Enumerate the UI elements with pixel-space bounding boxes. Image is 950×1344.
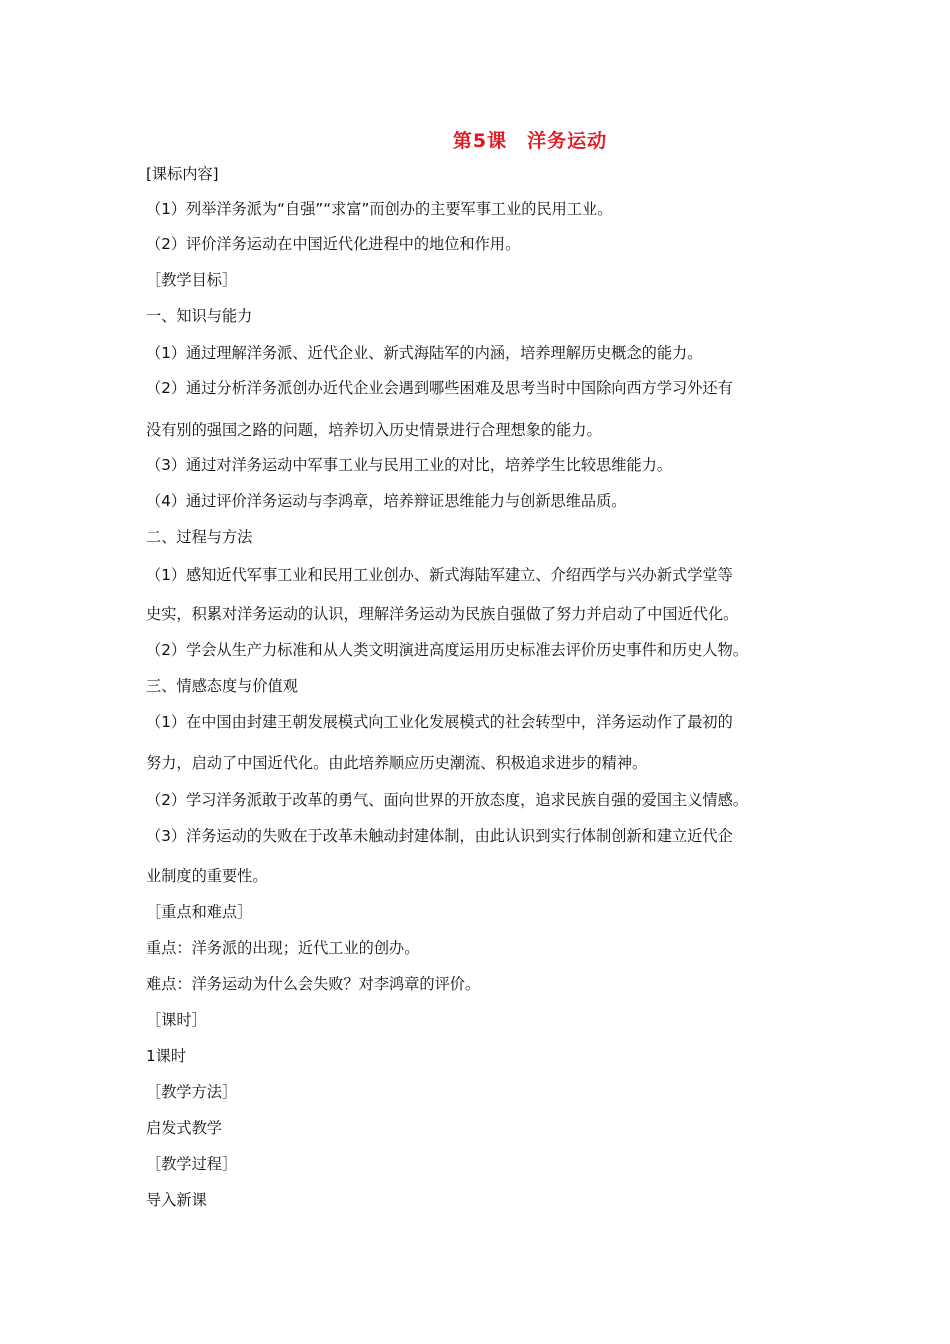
paragraph-line: （2）学习洋务派敢于改革的勇气、面向世界的开放态度，追求民族自强的爱国主义情感。: [146, 791, 748, 809]
class-hours-value: 1课时: [146, 1047, 187, 1065]
paragraph-line: （3）洋务运动的失败在于改革未触动封建体制，由此认识到实行体制创新和建立近代企: [146, 827, 733, 845]
paragraph-line: （3）通过对洋务运动中军事工业与民用工业的对比，培养学生比较思维能力。: [146, 456, 673, 474]
paragraph-line: （1）在中国由封建王朝发展模式向工业化发展模式的社会转型中，洋务运动作了最初的: [146, 713, 733, 731]
paragraph-line: 业制度的重要性。: [146, 867, 268, 885]
curriculum-item-1: （1）列举洋务派为“自强”“求富”而创办的主要军事工业的民用工业。: [146, 200, 613, 218]
paragraph-line: 没有别的强国之路的问题，培养切入历史情景进行合理想象的能力。: [146, 421, 602, 439]
paragraph-line: （2）学会从生产力标准和从人类文明演进高度运用历史标准去评价历史事件和历史人物。: [146, 641, 748, 659]
paragraph-line: （4）通过评价洋务运动与李鸿章，培养辩证思维能力与创新思维品质。: [146, 492, 627, 510]
curriculum-item-2: （2）评价洋务运动在中国近代化进程中的地位和作用。: [146, 235, 521, 253]
subheading-emotion-values: 三、情感态度与价值观: [146, 677, 298, 695]
difficult-point: 难点：洋务运动为什么会失败？对李鸿章的评价。: [146, 975, 481, 993]
section-heading-teaching-process: ［教学过程］: [146, 1155, 238, 1173]
section-heading-class-hours: ［课时］: [146, 1011, 207, 1029]
paragraph-line: （1）通过理解洋务派、近代企业、新式海陆军的内涵，培养理解历史概念的能力。: [146, 344, 703, 362]
paragraph-line: 努力，启动了中国近代化。由此培养顺应历史潮流、积极追求进步的精神。: [146, 754, 648, 772]
intro-new-lesson: 导入新课: [146, 1191, 207, 1209]
section-heading-curriculum: [课标内容]: [146, 165, 219, 183]
section-heading-key-points: ［重点和难点］: [146, 903, 253, 921]
paragraph-line: （2）通过分析洋务派创办近代企业会遇到哪些困难及思考当时中国除向西方学习外还有: [146, 379, 733, 397]
section-heading-objectives: ［教学目标］: [146, 271, 238, 289]
subheading-process-method: 二、过程与方法: [146, 528, 253, 546]
subheading-knowledge-ability: 一、知识与能力: [146, 307, 253, 325]
lesson-title: 第5课 洋务运动: [452, 130, 608, 152]
section-heading-teaching-method: ［教学方法］: [146, 1083, 238, 1101]
teaching-method-value: 启发式教学: [146, 1119, 222, 1137]
paragraph-line: （1）感知近代军事工业和民用工业创办、新式海陆军建立、介绍西学与兴办新式学堂等: [146, 566, 733, 584]
key-point: 重点：洋务派的出现；近代工业的创办。: [146, 939, 420, 957]
paragraph-line: 史实，积累对洋务运动的认识，理解洋务运动为民族自强做了努力并启动了中国近代化。: [146, 605, 739, 623]
